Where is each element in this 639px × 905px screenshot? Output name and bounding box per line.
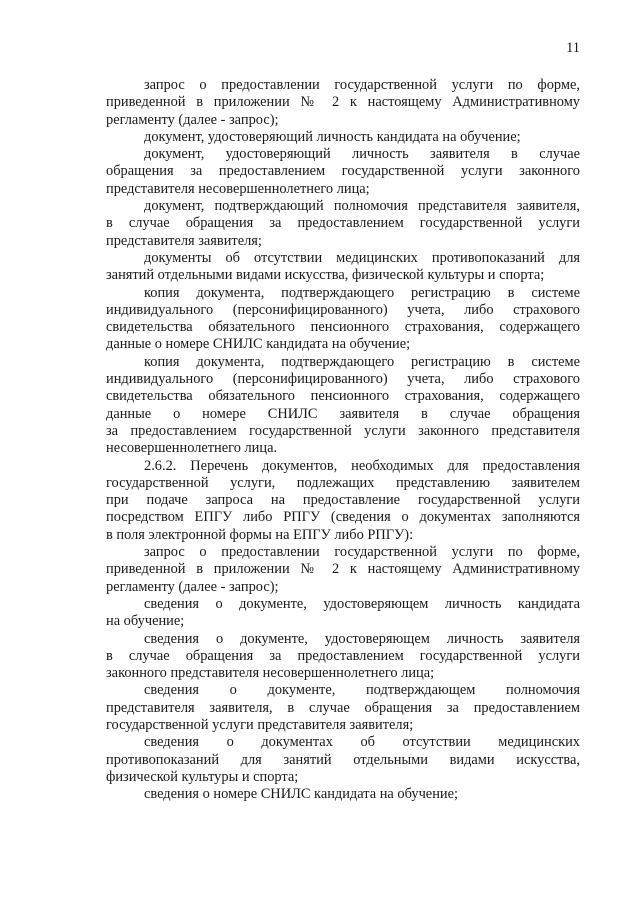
text-line: документ, удостоверяющий личность кандидата на обучение; [144,128,521,145]
text-line: сведения о документе, удостоверяющем личность кандидата [144,595,580,612]
text-line: на обучение; [106,613,185,630]
text-line: индивидуального (персонифицированного) учета, либо страхового [106,301,580,318]
text-line: посредством ЕПГУ либо РПГУ (сведения о документах заполняются [106,509,580,526]
text-line: сведения о номере СНИЛС кандидата на обучение; [144,786,458,803]
text-line: представителя несовершеннолетнего лица; [106,180,370,197]
text-line: запрос о предоставлении государственной услуги по форме, [144,544,580,561]
text-line: при подаче запроса на предоставление государственной услуги [106,492,580,509]
text-line: сведения о документах об отсутствии медицинских [144,734,580,751]
text-line: копия документа, подтверждающего регистрацию в системе [144,284,580,301]
text-line: приведенной в приложении № 2 к настоящему Административному [106,561,580,578]
text-line: в поля электронной формы на ЕПГУ либо РПГУ): [106,526,414,543]
text-line: государственной услуги, подлежащих представлению заявителем [106,474,580,491]
text-line: копия документа, подтверждающего регистрацию в системе [144,353,580,370]
text-line: физической культуры и спорта; [106,768,299,785]
text-line: государственной услуги представителя заявителя; [106,716,414,733]
text-line: документ, удостоверяющий личность заявителя в случае [144,146,580,163]
text-line: противопоказаний для занятий отдельными видами искусства, [106,751,580,768]
text-line: данные о номере СНИЛС заявителя в случае обращения [106,405,580,422]
text-line: индивидуального (персонифицированного) учета, либо страхового [106,371,580,388]
text-line: запрос о предоставлении государственной услуги по форме, [144,77,580,93]
text-line: регламенту (далее - запрос); [106,578,279,595]
text-line: документ, подтверждающий полномочия представителя заявителя, [144,198,580,215]
text-line: представителя заявителя; [106,232,262,249]
text-line: данные о номере СНИЛС кандидата на обучение; [106,336,411,353]
page-number: 11 [566,40,580,56]
document-body [106,77,580,803]
text-line: обращения за предоставлением государственной услуги законного [106,163,580,180]
text-line: свидетельства обязательного пенсионного страхования, содержащего [106,319,580,336]
text-line: документы об отсутствии медицинских противопоказаний для [144,249,580,266]
text-line: сведения о документе, удостоверяющем личность заявителя [144,630,580,647]
text-line: приведенной в приложении № 2 к настоящему Административному [106,94,580,111]
text-line: занятий отдельными видами искусства, физической культуры и спорта; [106,267,545,284]
text-line: в случае обращения за предоставлением государственной услуги [106,647,580,664]
text-line: регламенту (далее - запрос); [106,111,279,128]
text-line: 2.6.2. Перечень документов, необходимых для предоставления [144,457,580,474]
text-line: представителя заявителя, в случае обращения за предоставлением [106,699,580,716]
text-line: свидетельства обязательного пенсионного страхования, содержащего [106,388,580,405]
text-line: в случае обращения за предоставлением государственной услуги [106,215,580,232]
text-line: сведения о документе, подтверждающем полномочия [144,682,580,699]
text-line: законного представителя несовершеннолетнего лица; [106,665,435,682]
text-line: несовершеннолетнего лица. [106,440,278,457]
text-line: за предоставлением государственной услуги законного представителя [106,422,580,439]
